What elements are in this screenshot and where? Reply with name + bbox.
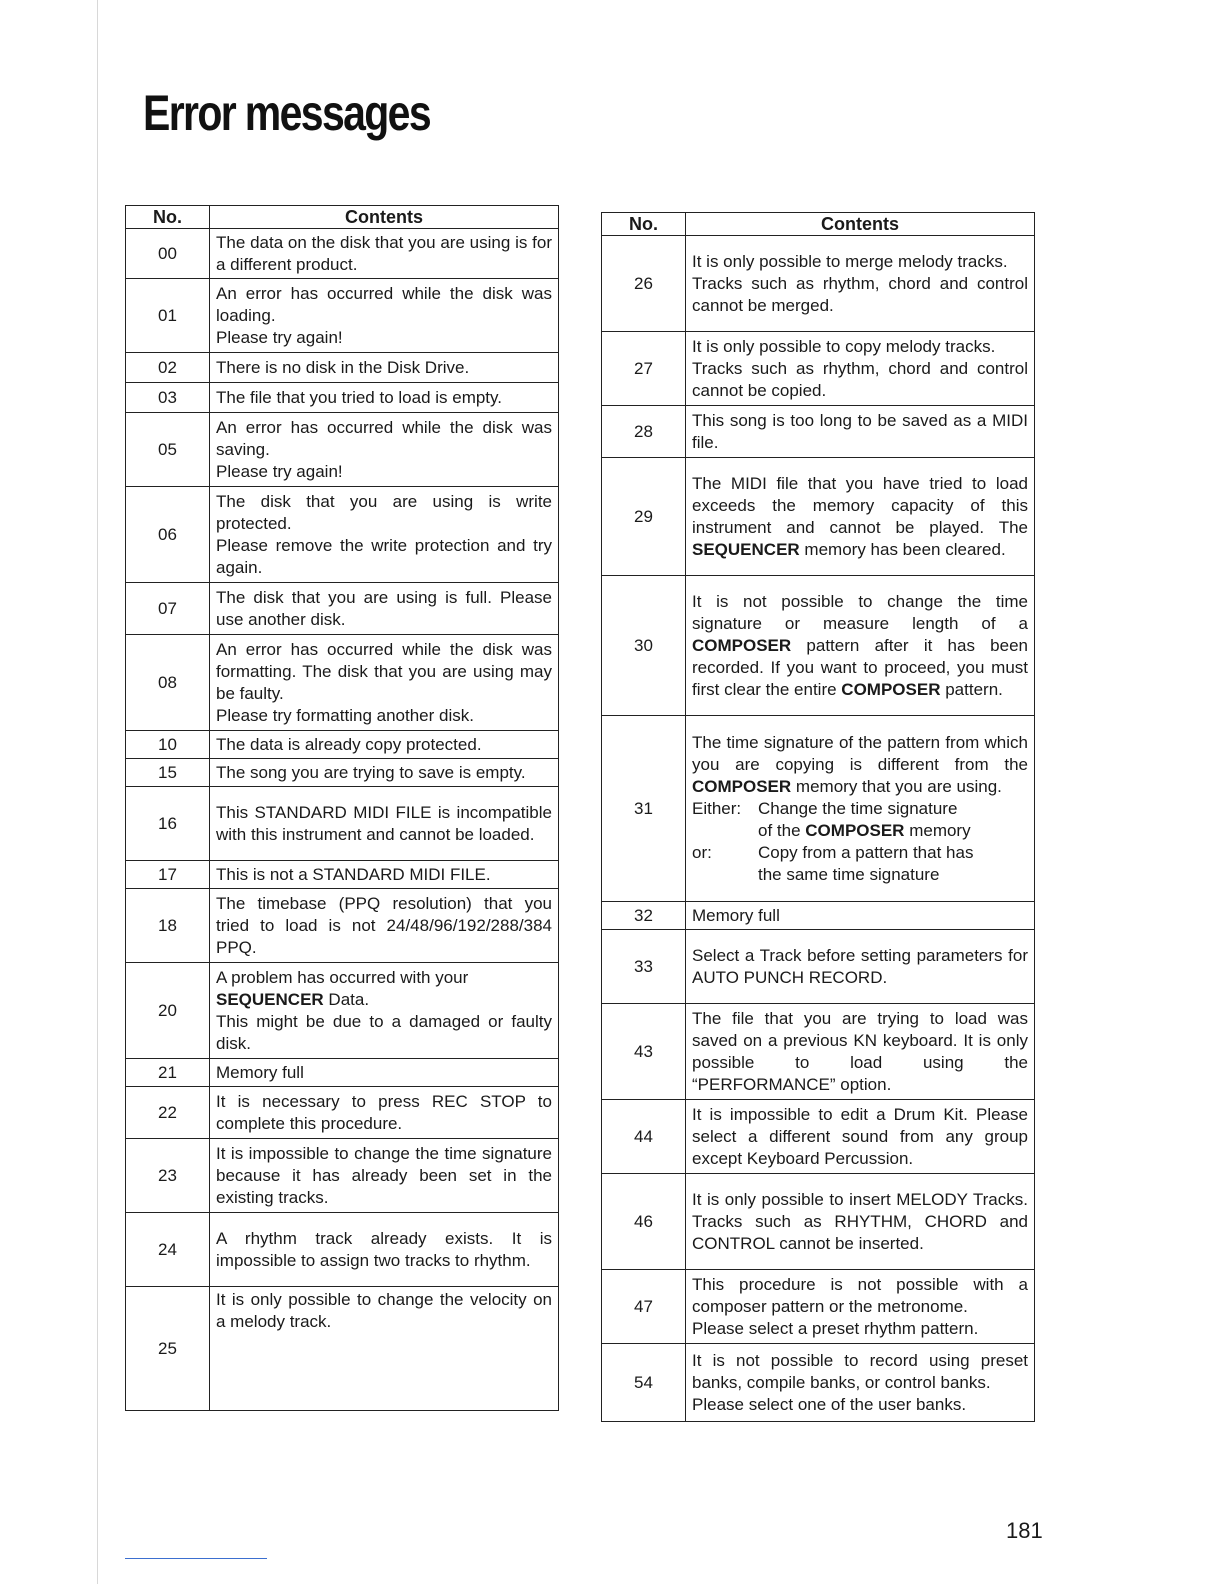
error-contents: Memory full <box>686 902 1035 930</box>
error-contents: It is impossible to change the time signature because it has already been set in the existing tracks. <box>210 1139 559 1213</box>
error-contents: The song you are trying to save is empty. <box>210 759 559 787</box>
table-row <box>126 1087 559 1139</box>
table-row <box>126 1059 559 1087</box>
error-contents: This procedure is not possible with a composer pattern or the metronome. Please select a preset rhythm pattern. <box>686 1270 1035 1344</box>
error-contents: It is necessary to press REC STOP to complete this procedure. <box>210 1087 559 1139</box>
table-row <box>126 731 559 759</box>
error-no: 44 <box>602 1100 686 1174</box>
error-no: 00 <box>126 229 210 279</box>
table-row <box>126 487 559 583</box>
table-row <box>126 861 559 889</box>
table-row <box>126 1287 559 1411</box>
table-row <box>602 576 1035 716</box>
table-row <box>126 279 559 353</box>
table-row <box>602 930 1035 1004</box>
table-row <box>126 353 559 383</box>
header-no: No. <box>602 213 686 236</box>
error-no: 25 <box>126 1287 210 1411</box>
table-row <box>602 406 1035 458</box>
table-header <box>602 213 1035 236</box>
page-number: 181 <box>1006 1518 1043 1543</box>
error-contents: The disk that you are using is full. Please use another disk. <box>210 583 559 635</box>
table-row <box>126 759 559 787</box>
error-no: 16 <box>126 787 210 861</box>
error-no: 07 <box>126 583 210 635</box>
header-no: No. <box>126 206 210 229</box>
table-row <box>602 1004 1035 1100</box>
table-row <box>602 332 1035 406</box>
table-row <box>126 1139 559 1213</box>
error-contents: The time signature of the pattern from which you are copying is different from the COMPOSER memory that you are using. Either: Change the time signature of the COMPOSER memory or: Copy from a pattern that has the same time signature <box>686 716 1035 902</box>
error-no: 47 <box>602 1270 686 1344</box>
table-row <box>126 635 559 731</box>
error-no: 26 <box>602 236 686 332</box>
table-row <box>126 1213 559 1287</box>
error-no: 43 <box>602 1004 686 1100</box>
error-no: 10 <box>126 731 210 759</box>
table-row <box>126 383 559 413</box>
error-table-right <box>601 212 1035 1422</box>
table-row <box>602 236 1035 332</box>
error-contents: It is not possible to change the time signature or measure length of a COMPOSER pattern after it has been recorded. If you want to proceed, you must first clear the entire COMPOSER pattern. <box>686 576 1035 716</box>
error-no: 02 <box>126 353 210 383</box>
error-no: 54 <box>602 1344 686 1422</box>
error-contents: This song is too long to be saved as a MIDI file. <box>686 406 1035 458</box>
error-no: 20 <box>126 963 210 1059</box>
error-no: 18 <box>126 889 210 963</box>
error-no: 33 <box>602 930 686 1004</box>
table-row <box>126 413 559 487</box>
table-row <box>602 1174 1035 1270</box>
error-no: 31 <box>602 716 686 902</box>
error-contents: The file that you are trying to load was saved on a previous KN keyboard. It is only possible to load using the “PERFORMANCE” option. <box>686 1004 1035 1100</box>
error-no: 03 <box>126 383 210 413</box>
error-no: 22 <box>126 1087 210 1139</box>
error-no: 17 <box>126 861 210 889</box>
error-contents: This is not a STANDARD MIDI FILE. <box>210 861 559 889</box>
bottom-rule <box>125 1558 267 1559</box>
error-contents: It is only possible to copy melody tracks. Tracks such as rhythm, chord and control cannot be copied. <box>686 332 1035 406</box>
error-contents: An error has occurred while the disk was formatting. The disk that you are using may be faulty. Please try formatting another disk. <box>210 635 559 731</box>
table-row <box>126 229 559 279</box>
error-no: 21 <box>126 1059 210 1087</box>
error-no: 46 <box>602 1174 686 1270</box>
table-row <box>126 963 559 1059</box>
page-title: Error messages <box>143 85 431 141</box>
error-no: 05 <box>126 413 210 487</box>
table-row <box>602 716 1035 902</box>
error-contents: This STANDARD MIDI FILE is incompatible with this instrument and cannot be loaded. <box>210 787 559 861</box>
table-header <box>126 206 559 229</box>
table-row <box>602 902 1035 930</box>
table-row <box>602 1270 1035 1344</box>
table-row <box>602 1344 1035 1422</box>
error-no: 08 <box>126 635 210 731</box>
error-no: 06 <box>126 487 210 583</box>
error-contents: The data on the disk that you are using is for a different product. <box>210 229 559 279</box>
header-contents: Contents <box>686 213 1035 236</box>
error-contents: The MIDI file that you have tried to load exceeds the memory capacity of this instrument and cannot be played. The SEQUENCER memory has been cleared. <box>686 458 1035 576</box>
error-contents: The disk that you are using is write protected. Please remove the write protection and try again. <box>210 487 559 583</box>
error-contents: Select a Track before setting parameters for AUTO PUNCH RECORD. <box>686 930 1035 1004</box>
header-contents: Contents <box>210 206 559 229</box>
error-no: 32 <box>602 902 686 930</box>
table-row <box>126 787 559 861</box>
error-no: 27 <box>602 332 686 406</box>
table-row <box>126 583 559 635</box>
error-contents: The data is already copy protected. <box>210 731 559 759</box>
table-row <box>602 1100 1035 1174</box>
error-no: 24 <box>126 1213 210 1287</box>
error-no: 30 <box>602 576 686 716</box>
error-contents: It is not possible to record using preset banks, compile banks, or control banks. Please select one of the user banks. <box>686 1344 1035 1422</box>
error-contents: It is only possible to merge melody tracks. Tracks such as rhythm, chord and control cannot be merged. <box>686 236 1035 332</box>
error-no: 29 <box>602 458 686 576</box>
error-contents: The file that you tried to load is empty. <box>210 383 559 413</box>
error-contents: A rhythm track already exists. It is impossible to assign two tracks to rhythm. <box>210 1213 559 1287</box>
error-no: 28 <box>602 406 686 458</box>
error-contents: An error has occurred while the disk was loading. Please try again! <box>210 279 559 353</box>
error-contents: An error has occurred while the disk was saving. Please try again! <box>210 413 559 487</box>
error-table-left <box>125 205 559 1411</box>
binding-line <box>97 0 98 1584</box>
error-no: 01 <box>126 279 210 353</box>
error-contents: The timebase (PPQ resolution) that you tried to load is not 24/48/96/192/288/384 PPQ. <box>210 889 559 963</box>
table-row <box>126 889 559 963</box>
error-no: 15 <box>126 759 210 787</box>
table-row <box>602 458 1035 576</box>
error-contents: A problem has occurred with your SEQUENCER Data. This might be due to a damaged or faulty disk. <box>210 963 559 1059</box>
error-contents: There is no disk in the Disk Drive. <box>210 353 559 383</box>
error-contents: It is impossible to edit a Drum Kit. Please select a different sound from any group except Keyboard Percussion. <box>686 1100 1035 1174</box>
error-contents: Memory full <box>210 1059 559 1087</box>
error-contents: It is only possible to change the velocity on a melody track. <box>210 1287 559 1411</box>
error-contents: It is only possible to insert MELODY Tracks. Tracks such as RHYTHM, CHORD and CONTROL cannot be inserted. <box>686 1174 1035 1270</box>
error-no: 23 <box>126 1139 210 1213</box>
